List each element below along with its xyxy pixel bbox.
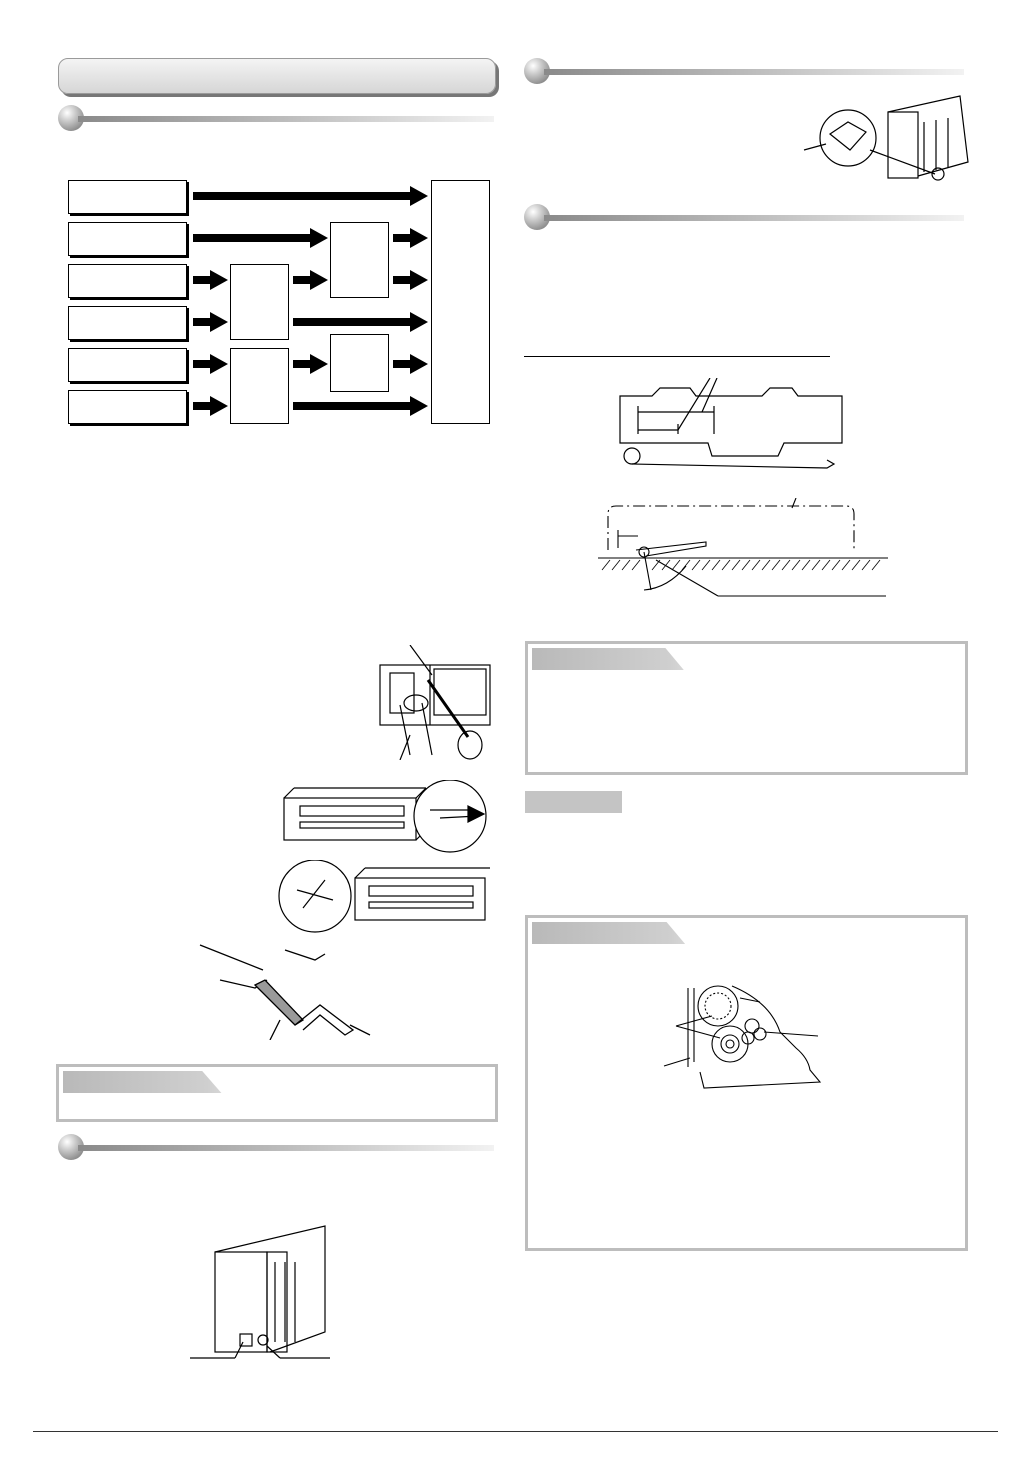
section-header-flow xyxy=(58,105,494,135)
pipe-removal-illustration xyxy=(370,645,495,760)
unit-side-illustration xyxy=(185,1222,335,1362)
right-caution-box xyxy=(525,641,968,775)
right-plain-tab xyxy=(525,791,622,813)
footer-rule xyxy=(33,1431,998,1432)
flow-mid-box-right-lower xyxy=(330,334,389,392)
flow-source-box-4 xyxy=(68,306,187,340)
right-caution-tab xyxy=(532,648,762,670)
section-rule xyxy=(544,69,964,75)
flow-source-box-1 xyxy=(68,180,187,214)
roller-cross-section-drawing xyxy=(660,982,835,1092)
section-title-bar xyxy=(58,58,496,94)
unit-zoom-illustration-1 xyxy=(280,780,495,855)
unit-zoom-illustration-2 xyxy=(275,860,495,935)
section-rule xyxy=(544,215,964,221)
flow-target-box xyxy=(431,180,490,424)
unit-magnifier-illustration xyxy=(800,92,972,194)
top-view-dimension-drawing xyxy=(612,378,847,478)
section-header-right-middle xyxy=(524,204,964,234)
side-view-drawing xyxy=(596,498,891,603)
flow-mid-box-right-upper xyxy=(330,222,389,298)
flow-mid-box-upper xyxy=(230,264,289,340)
section-rule xyxy=(78,1145,494,1151)
flow-mid-box-lower xyxy=(230,348,289,424)
left-notice-box xyxy=(56,1064,498,1122)
section-rule xyxy=(78,116,494,122)
flow-source-box-6 xyxy=(68,390,187,424)
sub-section-underline xyxy=(524,356,830,357)
hook-detail-illustration xyxy=(195,940,385,1040)
flow-source-box-5 xyxy=(68,348,187,382)
left-notice-tab xyxy=(63,1071,303,1093)
right-note-tab xyxy=(532,922,764,944)
section-header-right-top xyxy=(524,58,964,88)
section-header-left-bottom xyxy=(58,1134,494,1164)
flow-source-box-3 xyxy=(68,264,187,298)
flow-source-box-2 xyxy=(68,222,187,256)
